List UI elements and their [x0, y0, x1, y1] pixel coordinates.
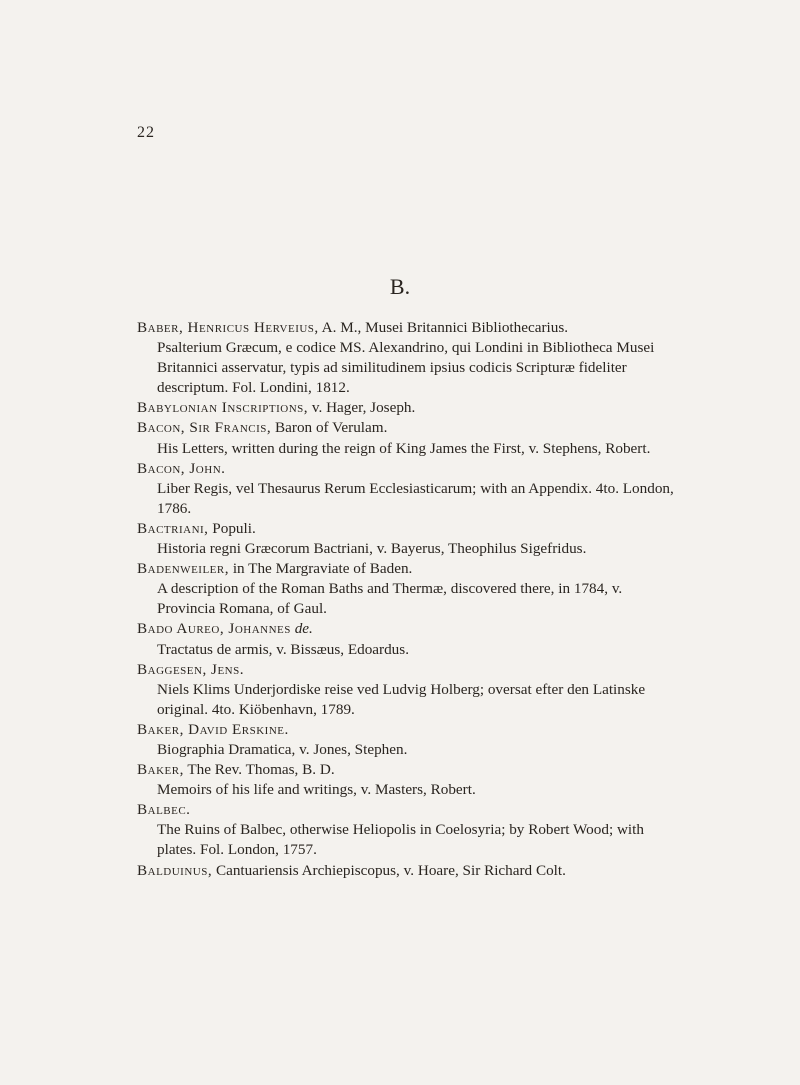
entry-heading-detail: The Rev. Thomas, B. D.	[183, 761, 335, 779]
entry-description: His Letters, written during the reign of King James the First, v. Stephens, Robert.	[157, 439, 651, 457]
catalogue-entry	[137, 418, 682, 458]
entry-description: A description of the Roman Baths and Thermæ, discovered there, in 1784, v. Provincia Romana, of Gaul.	[157, 580, 623, 618]
entry-heading: Baggesen, Jens.	[137, 660, 245, 678]
catalogue-entry	[137, 318, 682, 398]
entry-heading: Baker, David Erskine.	[137, 720, 289, 738]
catalogue-entry	[137, 861, 682, 881]
entry-heading-detail: de.	[290, 620, 313, 638]
catalogue-entry	[137, 800, 682, 860]
entry-heading: Balbec.	[137, 801, 191, 819]
catalogue-entry	[137, 559, 682, 619]
catalogue-entry	[137, 519, 682, 559]
catalogue-entry	[137, 760, 682, 800]
entry-description: Psalterium Græcum, e codice MS. Alexandrino, qui Londini in Bibliotheca Musei Britannici asservatur, typis ad similitudinem ipsius codicis Scripturæ fideliter descriptum. Fol. Londini, 1812.	[157, 339, 655, 397]
catalogue-entry	[137, 459, 682, 519]
entry-heading: Bacon, Sir Francis,	[137, 419, 272, 437]
entry-heading-detail: v. Hager, Joseph.	[308, 399, 416, 417]
entry-heading: Badenweiler,	[137, 560, 230, 578]
entry-heading: Babylonian Inscriptions,	[137, 399, 309, 417]
entry-heading: Bacon, John.	[137, 459, 226, 477]
entry-description: Biographia Dramatica, v. Jones, Stephen.	[157, 740, 408, 758]
entry-description: Niels Klims Underjordiske reise ved Ludvig Holberg; oversat efter den Latinske original. 4to. Kiöbenhavn, 1789.	[157, 680, 646, 718]
entry-description: The Ruins of Balbec, otherwise Heliopolis in Coelosyria; by Robert Wood; with plates. Fol. London, 1757.	[157, 821, 644, 859]
entry-description: Memoirs of his life and writings, v. Masters, Robert.	[157, 781, 476, 799]
entry-heading-detail: Populi.	[208, 519, 256, 537]
section-heading: B.	[389, 274, 411, 299]
catalogue-entry	[137, 619, 682, 659]
catalogue-entry	[137, 398, 682, 418]
entry-heading: Baber, Henricus Herveius,	[137, 319, 319, 336]
catalogue-entry	[137, 720, 682, 760]
entry-description: Historia regni Græcorum Bactriani, v. Bayerus, Theophilus Sigefridus.	[157, 540, 587, 558]
entry-heading-detail: Baron of Verulam.	[271, 419, 388, 437]
entry-heading: Baker,	[137, 761, 184, 779]
entry-heading: Bactriani,	[137, 519, 209, 537]
entry-description: Liber Regis, vel Thesaurus Rerum Ecclesiasticarum; with an Appendix. 4to. London, 1786.	[157, 479, 674, 517]
entry-heading-detail: Cantuariensis Archiepiscopus, v. Hoare, Sir Richard Colt.	[212, 861, 566, 879]
entry-heading: Bado Aureo, Johannes	[137, 620, 291, 638]
entry-heading-detail: A. M., Musei Britannici Bibliothecarius.	[318, 319, 569, 336]
entry-description: Tractatus de armis, v. Bissæus, Edoardus.	[157, 640, 409, 658]
entry-heading: Balduinus,	[137, 861, 213, 879]
entry-heading-detail: in The Margraviate of Baden.	[229, 560, 413, 578]
catalogue-entry	[137, 660, 682, 720]
page-number: 22	[137, 124, 155, 141]
catalogue-entries	[137, 318, 682, 881]
